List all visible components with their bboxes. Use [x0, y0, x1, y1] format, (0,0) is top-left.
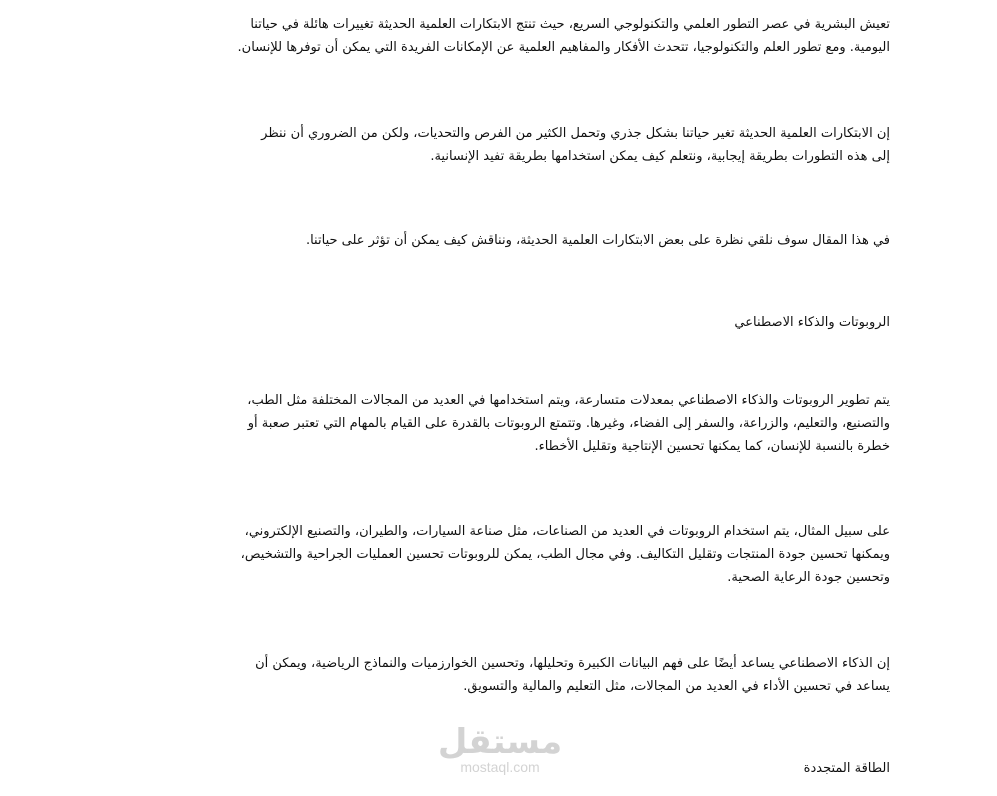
section-heading-renewable-energy: الطاقة المتجددة [803, 761, 890, 776]
text-line: إن الابتكارات العلمية الحديثة تغير حياتنا بشكل جذري وتحمل الكثير من الفرص والتحديات، ولكن من الضروري أن ننظر [261, 126, 890, 141]
text-line: إن الذكاء الاصطناعي يساعد أيضًا على فهم البيانات الكبيرة وتحليلها، وتحسين الخوارزميات والنماذج الرياضية، ويمكن أن [255, 656, 890, 671]
text-line: إلى هذه التطورات بطريقة إيجابية، ونتعلم كيف يمكن استخدامها بطريقة تفيد الإنسانية. [430, 149, 890, 164]
paragraph-robots-examples [100, 520, 890, 589]
text-line: في هذا المقال سوف نلقي نظرة على بعض الابتكارات العلمية الحديثة، ونناقش كيف يمكن أن تؤثر على حياتنا. [305, 233, 890, 248]
watermark-url: mostaql.com [460, 759, 540, 775]
text-line: على سبيل المثال، يتم استخدام الروبوتات في العديد من الصناعات، مثل صناعة السيارات، والطيران، والتصنيع الإلكتروني، [244, 524, 890, 539]
text-line: والتصنيع، والتعليم، والزراعة، والسفر إلى الفضاء، وغيرها. وتتمتع الروبوتات بالقدرة على القيام بالمهام التي تعتبر صعبة أو [247, 416, 890, 431]
text-line: تعيش البشرية في عصر التطور العلمي والتكنولوجي السريع، حيث تنتج الابتكارات العلمية الحديثة تغييرات هائلة في حياتنا [250, 17, 890, 32]
watermark-logo-text: مستقل [437, 722, 563, 762]
mostaql-watermark [430, 722, 570, 774]
paragraph-intro [100, 13, 890, 59]
paragraph-robots-development [100, 389, 890, 458]
text-line: اليومية. ومع تطور العلم والتكنولوجيا، تتحدث الأفكار والمفاهيم العلمية عن الإمكانات الفريدة التي يمكن أن توفرها للإنسان. [237, 40, 890, 55]
text-line: يتم تطوير الروبوتات والذكاء الاصطناعي بمعدلات متسارعة، ويتم استخدامها في العديد من المجالات المختلفة مثل الطب، [247, 393, 890, 408]
text-line: يساعد في تحسين الأداء في العديد من المجالات، مثل التعليم والمالية والتسويق. [463, 679, 890, 694]
paragraph-article-scope [100, 229, 890, 252]
text-line: وتحسين جودة الرعاية الصحية. [727, 570, 890, 585]
text-line: ويمكنها تحسين جودة المنتجات وتقليل التكاليف. وفي مجال الطب، يمكن للروبوتات تحسين العمليات الجراحية والتشخيص، [240, 547, 890, 562]
paragraph-innovations [100, 122, 890, 168]
section-heading-robots-ai: الروبوتات والذكاء الاصطناعي [734, 315, 890, 330]
text-line: خطرة بالنسبة للإنسان، كما يمكنها تحسين الإنتاجية وتقليل الأخطاء. [534, 439, 890, 454]
paragraph-ai-data [100, 652, 890, 698]
